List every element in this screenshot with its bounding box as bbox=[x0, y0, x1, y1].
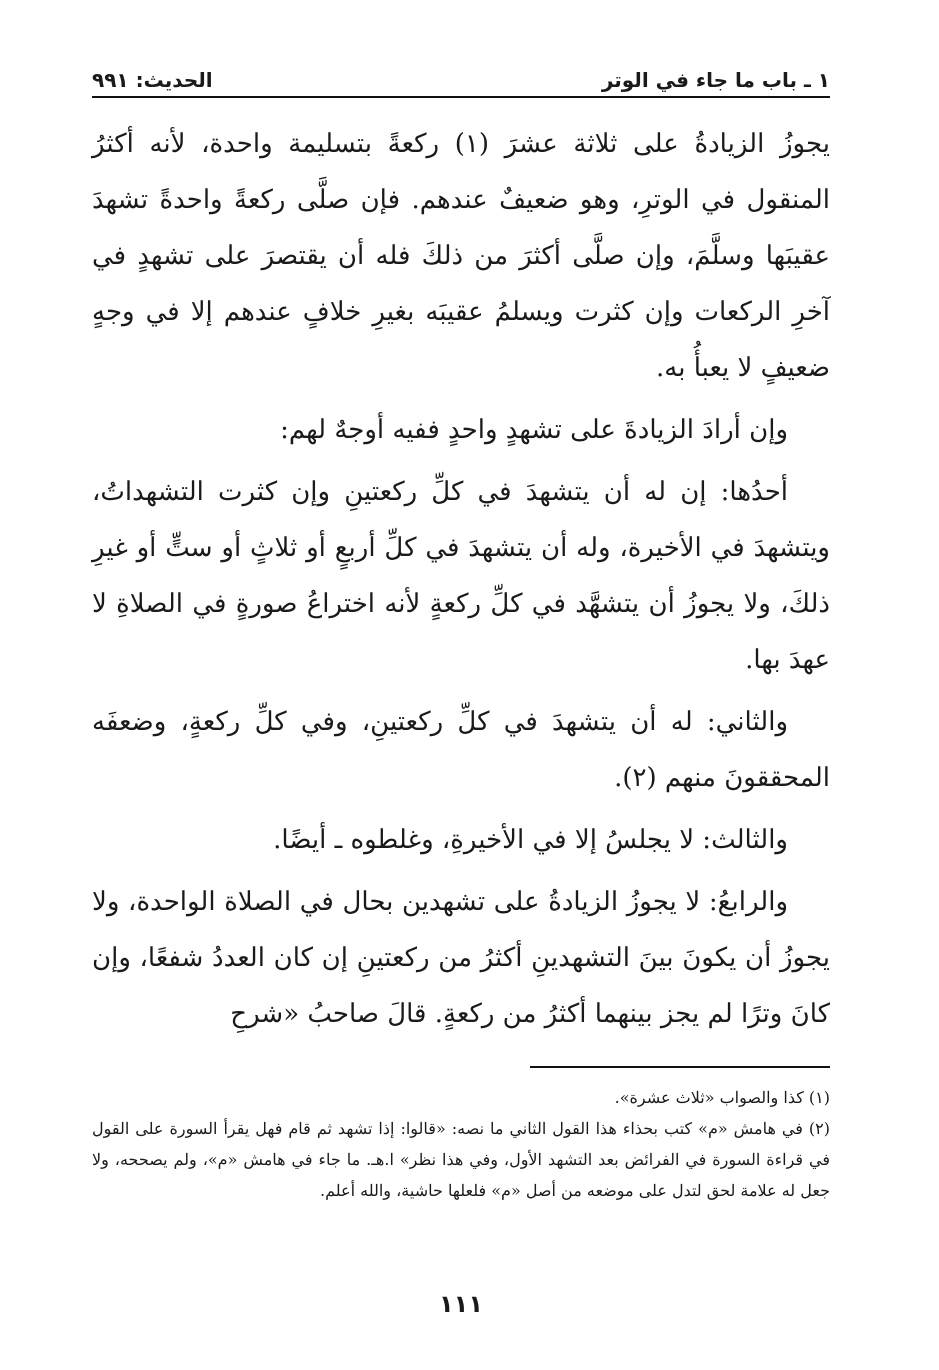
running-header bbox=[92, 58, 830, 98]
footnote-2: (٢) في هامش «م» كتب بحذاء هذا القول الثاني ما نصه: «قالوا: إذا تشهد ثم قام فهل يقرأ السورة على القول في قراءة السورة في الفرائض بعد التشهد الأول، وفي هذا نظر» ا.هـ. ما جاء في هامش «م»، ولم يصححه، ولا جعل له علامة لحق لتدل على موضعه من أصل «م» فلعلها حاشية، والله أعلم. bbox=[92, 1119, 830, 1200]
paragraph-6: والرابعُ: لا يجوزُ الزيادةُ على تشهدين بحال في الصلاة الواحدة، ولا يجوزُ أن يكونَ بينَ التشهدينِ أكثرُ من ركعتينِ إن كان العددُ شفعًا، وإن كانَ وترًا لم يجز بينهما أكثرُ من ركعةٍ. قالَ صاحبُ «شرحِ bbox=[92, 887, 830, 1029]
paragraph-4: والثاني: له أن يتشهدَ في كلِّ ركعتينِ، وفي كلِّ ركعةٍ، وضعفَه المحققونَ منهم (٢). bbox=[92, 707, 830, 793]
hadith-number: الحديث: ٩٩١ bbox=[92, 68, 213, 92]
main-text bbox=[92, 116, 830, 1042]
book-page bbox=[92, 58, 830, 1348]
page-number: ١١١ bbox=[439, 1290, 483, 1318]
paragraph-5: والثالث: لا يجلسُ إلا في الأخيرةِ، وغلطوه ـ أيضًا. bbox=[273, 825, 788, 855]
paragraph-1: يجوزُ الزيادةُ على ثلاثة عشرَ (١) ركعةً بتسليمة واحدة، لأنه أكثرُ المنقول في الوترِ، وهو ضعيفٌ عندهم. فإن صلَّى ركعةً واحدةً تشهدَ عقيبَها وسلَّمَ، وإن صلَّى أكثرَ من ذلكَ فله أن يقتصرَ على تشهدٍ في آخرِ الركعات وإن كثرت ويسلمُ عقيبَه بغيرِ خلافٍ عندهم إلا في وجهٍ ضعيفٍ لا يعبأُ به. bbox=[92, 129, 830, 383]
footnote-divider bbox=[530, 1066, 830, 1068]
chapter-title: ١ ـ باب ما جاء في الوتر bbox=[601, 68, 830, 92]
paragraph-3: أحدُها: إن له أن يتشهدَ في كلِّ ركعتينِ وإن كثرت التشهداتُ، ويتشهدَ في الأخيرة، وله أن يتشهدَ في كلِّ أربعٍ أو ثلاثٍ أو ستٍّ أو غيرِ ذلكَ، ولا يجوزُ أن يتشهَّد في كلِّ ركعةٍ لأنه اختراعُ صورةٍ في الصلاةِ لا عهدَ بها. bbox=[92, 477, 830, 675]
footnotes bbox=[92, 1082, 830, 1206]
footnote-1: (١) كذا والصواب «ثلاث عشرة». bbox=[614, 1088, 830, 1107]
paragraph-2: وإن أرادَ الزيادةَ على تشهدٍ واحدٍ ففيه أوجهٌ لهم: bbox=[280, 415, 788, 445]
